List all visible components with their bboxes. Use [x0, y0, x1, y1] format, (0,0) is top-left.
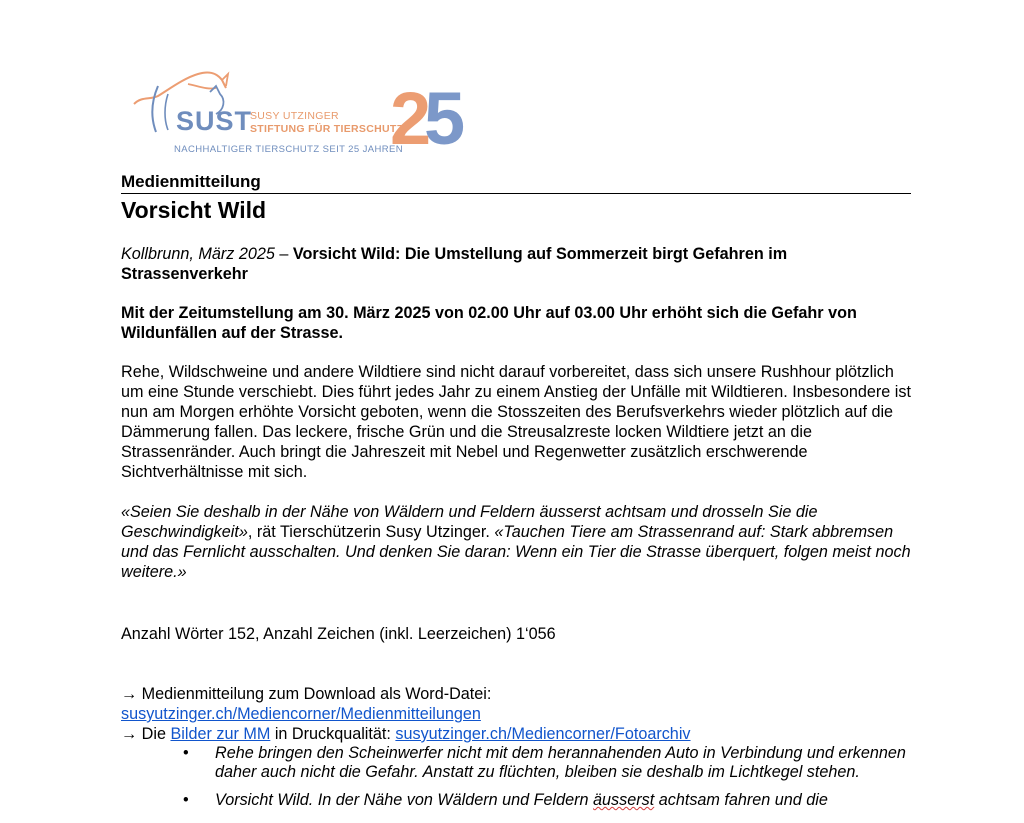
photo-archive-link[interactable]: susyutzinger.ch/Mediencorner/Fotoarchiv [395, 725, 691, 743]
header-divider [121, 193, 911, 194]
arrow-right-icon: → [121, 725, 138, 743]
download-word-text: Medienmitteilung zum Download als Word-Datei: [137, 685, 492, 703]
list-item [121, 744, 911, 782]
download-images-middle: in Druckqualität: [270, 725, 396, 743]
press-releases-link[interactable]: susyutzinger.ch/Mediencorner/Medienmitteilungen [121, 705, 481, 723]
image-captions-list [121, 744, 911, 819]
place-date: Kollbrunn, März 2025 [121, 245, 275, 263]
body-paragraph: Rehe, Wildschweine und andere Wildtiere sind nicht darauf vorbereitet, dass sich unsere Rushhour plötzlich um eine Stunde verschiebt. Dies führt jedes Jahr zu einem Anstieg der Unfälle mit Wildtieren. Insbesondere ist nun am Morgen erhöhte Vorsicht geboten, wenn die Stosszeiten des Berufsverkehrs wieder plötzlich auf die Dämmerung fallen. Das leckere, frische Grün und die Streusalzreste locken Wildtiere jetzt an die Strassenränder. Auch bringt die Jahreszeit mit Nebel und Regenwetter zusätzlich erschwerende Sichtverhältnisse mit sich. [121, 363, 911, 481]
logo-anniversary-five: 5 [424, 77, 466, 160]
caption-text-start: Vorsicht Wild. In der Nähe von Wäldern und Feldern [215, 791, 594, 809]
download-line-1-link-row [121, 704, 911, 724]
logo-name-line1: SUSY UTZINGER [250, 110, 339, 122]
bullet-marker: • [183, 791, 189, 809]
quote-paragraph [121, 502, 911, 582]
logo-anniversary-two: 2 [390, 77, 426, 160]
logo-brand-text: SUST [176, 106, 253, 136]
caption-text-end: achtsam fahren und die [654, 791, 828, 809]
lead-dash: – [274, 245, 293, 263]
images-link[interactable]: Bilder zur MM [170, 725, 271, 743]
spellcheck-flagged-word: äusserst [593, 791, 655, 809]
document-type-label: Medienmitteilung [121, 172, 261, 191]
quote-part-2: «Tauchen Tiere am Strassenrand auf: Stark abbremsen und das Fernlicht ausschalten. Und denken Sie daran: Wenn ein Tier die Strasse überquert, folgen meist noch weitere.» [121, 523, 911, 581]
download-line-2 [121, 724, 911, 744]
caption-text: Rehe bringen den Scheinwerfer nicht mit dem herannahenden Auto in Verbindung und erkennen daher auch nicht die Gefahr. Anstatt zu flüchten, bleiben sie deshalb im Lichtkegel stehen. [215, 744, 906, 781]
logo-name-line2: STIFTUNG FÜR TIERSCHUTZ [250, 123, 404, 135]
bullet-marker: • [183, 744, 189, 762]
arrow-right-icon: → [121, 685, 138, 703]
download-images-prefix: Die [137, 725, 171, 743]
logo-tagline: NACHHALTIGER TIERSCHUTZ SEIT 25 JAHREN [174, 144, 403, 155]
lead-paragraph [121, 244, 911, 284]
list-item [121, 791, 911, 810]
word-count: Anzahl Wörter 152, Anzahl Zeichen (inkl. Leerzeichen) 1‘056 [121, 625, 556, 643]
quote-attribution: , rät Tierschützerin Susy Utzinger. [247, 523, 495, 541]
download-line-1 [121, 684, 911, 704]
quote-part-1: «Seien Sie deshalb in der Nähe von Wäldern und Feldern äusserst achtsam und drosseln Sie die Geschwindigkeit» [121, 503, 818, 541]
lead-headline: Vorsicht Wild: Die Umstellung auf Sommerzeit birgt Gefahren im Strassenverkehr [121, 245, 788, 283]
downloads-section [121, 684, 911, 744]
document-title: Vorsicht Wild [121, 197, 267, 223]
bold-intro-paragraph: Mit der Zeitumstellung am 30. März 2025 von 02.00 Uhr auf 03.00 Uhr erhöht sich die Gefahr von Wildunfällen auf der Strasse. [121, 304, 857, 342]
foundation-logo [128, 66, 468, 158]
